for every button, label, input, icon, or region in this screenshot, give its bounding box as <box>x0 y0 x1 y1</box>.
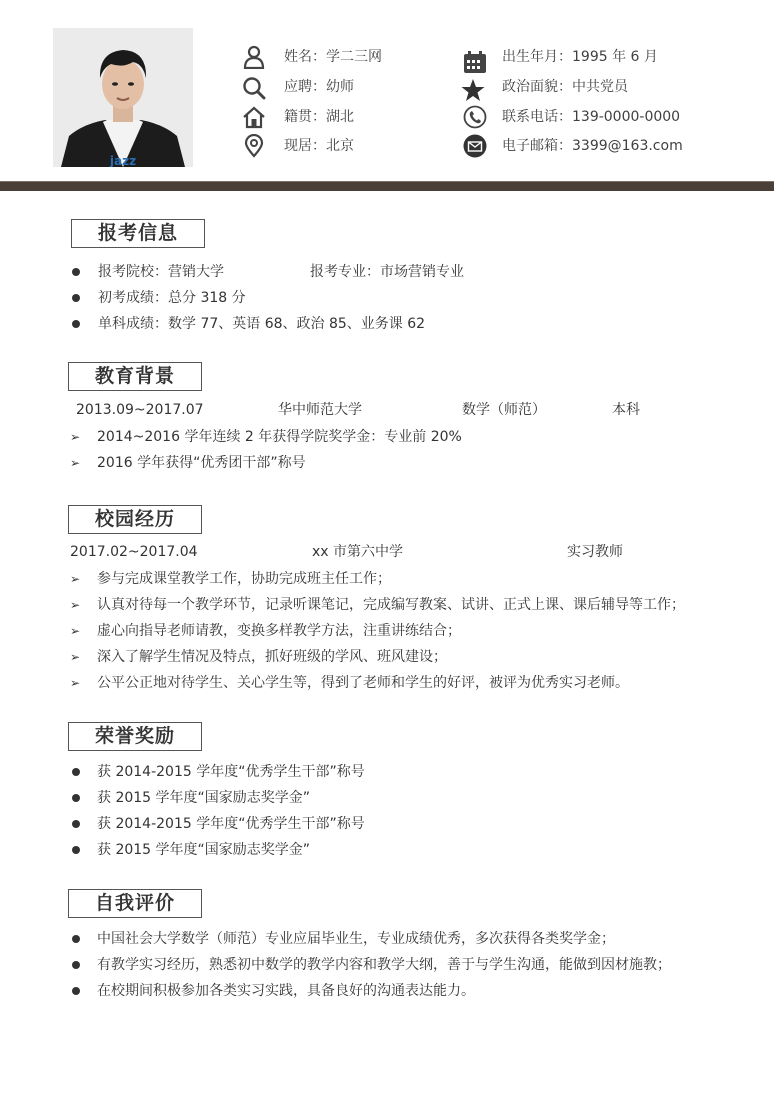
self-item: 有教学实习经历，熟悉初中数学的教学内容和教学大纲，善于与学生沟通，能做到因材施教； <box>97 957 671 973</box>
star-icon <box>461 78 485 102</box>
user-icon <box>242 45 266 69</box>
exam-school: 报考院校：营销大学 <box>98 264 224 280</box>
bullet-dot <box>72 294 80 302</box>
campus-item: 公平公正地对待学生、关心学生等，得到了老师和学生的好评，被评为优秀实习老师。 <box>97 675 629 691</box>
bullet-dot <box>72 820 80 828</box>
search-icon <box>242 76 266 100</box>
position-field: 应聘：幼师 <box>284 79 354 95</box>
residence-field: 现居：北京 <box>284 138 354 154</box>
bullet-dot <box>72 961 80 969</box>
education-major: 数学（师范） <box>462 402 546 418</box>
campus-item: 认真对待每一个教学环节，记录听课笔记，完成编写教案、试讲、正式上课、课后辅导等工作； <box>97 597 685 613</box>
education-period: 2013.09~2017.07 <box>76 402 204 418</box>
hometown-field: 籍贯：湖北 <box>284 109 354 125</box>
campus-item: 参与完成课堂教学工作，协助完成班主任工作； <box>97 571 391 587</box>
self-item: 中国社会大学数学（师范）专业应届毕业生，专业成绩优秀，多次获得各类奖学金； <box>97 931 615 947</box>
shirt-print: jazz <box>109 154 137 167</box>
profile-photo <box>53 28 193 167</box>
arrow-bullet-icon: ➢ <box>70 572 81 586</box>
arrow-bullet-icon: ➢ <box>70 430 81 444</box>
education-school: 华中师范大学 <box>278 402 362 418</box>
campus-item: 虚心向指导老师请教，变换多样教学方法，注重讲练结合； <box>97 623 461 639</box>
section-title-exam: 报考信息 <box>71 219 205 248</box>
bullet-dot <box>72 794 80 802</box>
politics-field: 政治面貌：中共党员 <box>502 79 628 95</box>
arrow-bullet-icon: ➢ <box>70 676 81 690</box>
bullet-dot <box>72 268 80 276</box>
email-icon <box>463 134 487 158</box>
name-field: 姓名：学二三网 <box>284 49 382 65</box>
campus-role: 实习教师 <box>567 544 623 560</box>
bullet-dot <box>72 846 80 854</box>
campus-period: 2017.02~2017.04 <box>70 544 198 560</box>
campus-item: 深入了解学生情况及特点，抓好班级的学风、班风建设； <box>97 649 447 665</box>
campus-org: xx 市第六中学 <box>312 544 404 560</box>
honor-item: 获 2015 学年度“国家励志奖学金” <box>97 790 311 806</box>
honor-item: 获 2015 学年度“国家励志奖学金” <box>97 842 311 858</box>
bullet-dot <box>72 320 80 328</box>
birth-field: 出生年月：1995 年 6 月 <box>502 49 658 65</box>
header-divider <box>0 181 774 191</box>
education-item: 2014~2016 学年连续 2 年获得学院奖学金：专业前 20% <box>97 429 462 445</box>
phone-field: 联系电话：139-0000-0000 <box>502 109 681 125</box>
section-title-campus: 校园经历 <box>68 505 202 534</box>
bullet-dot <box>72 987 80 995</box>
bullet-dot <box>72 935 80 943</box>
honor-item: 获 2014-2015 学年度“优秀学生干部”称号 <box>97 816 365 832</box>
arrow-bullet-icon: ➢ <box>70 624 81 638</box>
section-title-honors: 荣誉奖励 <box>68 722 202 751</box>
exam-major: 报考专业：市场营销专业 <box>310 264 464 280</box>
section-title-self: 自我评价 <box>68 889 202 918</box>
phone-icon <box>463 105 487 129</box>
exam-subjects: 单科成绩：数学 77、英语 68、政治 85、业务课 62 <box>98 316 426 332</box>
self-item: 在校期间积极参加各类实习实践，具备良好的沟通表达能力。 <box>97 983 475 999</box>
exam-score: 初考成绩：总分 318 分 <box>98 290 246 306</box>
arrow-bullet-icon: ➢ <box>70 456 81 470</box>
bullet-dot <box>72 768 80 776</box>
arrow-bullet-icon: ➢ <box>70 598 81 612</box>
honor-item: 获 2014-2015 学年度“优秀学生干部”称号 <box>97 764 365 780</box>
email-field: 电子邮箱：3399@163.com <box>502 138 683 154</box>
calendar-icon <box>463 50 487 74</box>
arrow-bullet-icon: ➢ <box>70 650 81 664</box>
education-degree: 本科 <box>612 402 640 418</box>
location-pin-icon <box>242 134 266 158</box>
section-title-education: 教育背景 <box>68 362 202 391</box>
education-item: 2016 学年获得“优秀团干部”称号 <box>97 455 306 471</box>
avatar-illustration <box>53 28 193 167</box>
home-icon <box>242 105 266 129</box>
